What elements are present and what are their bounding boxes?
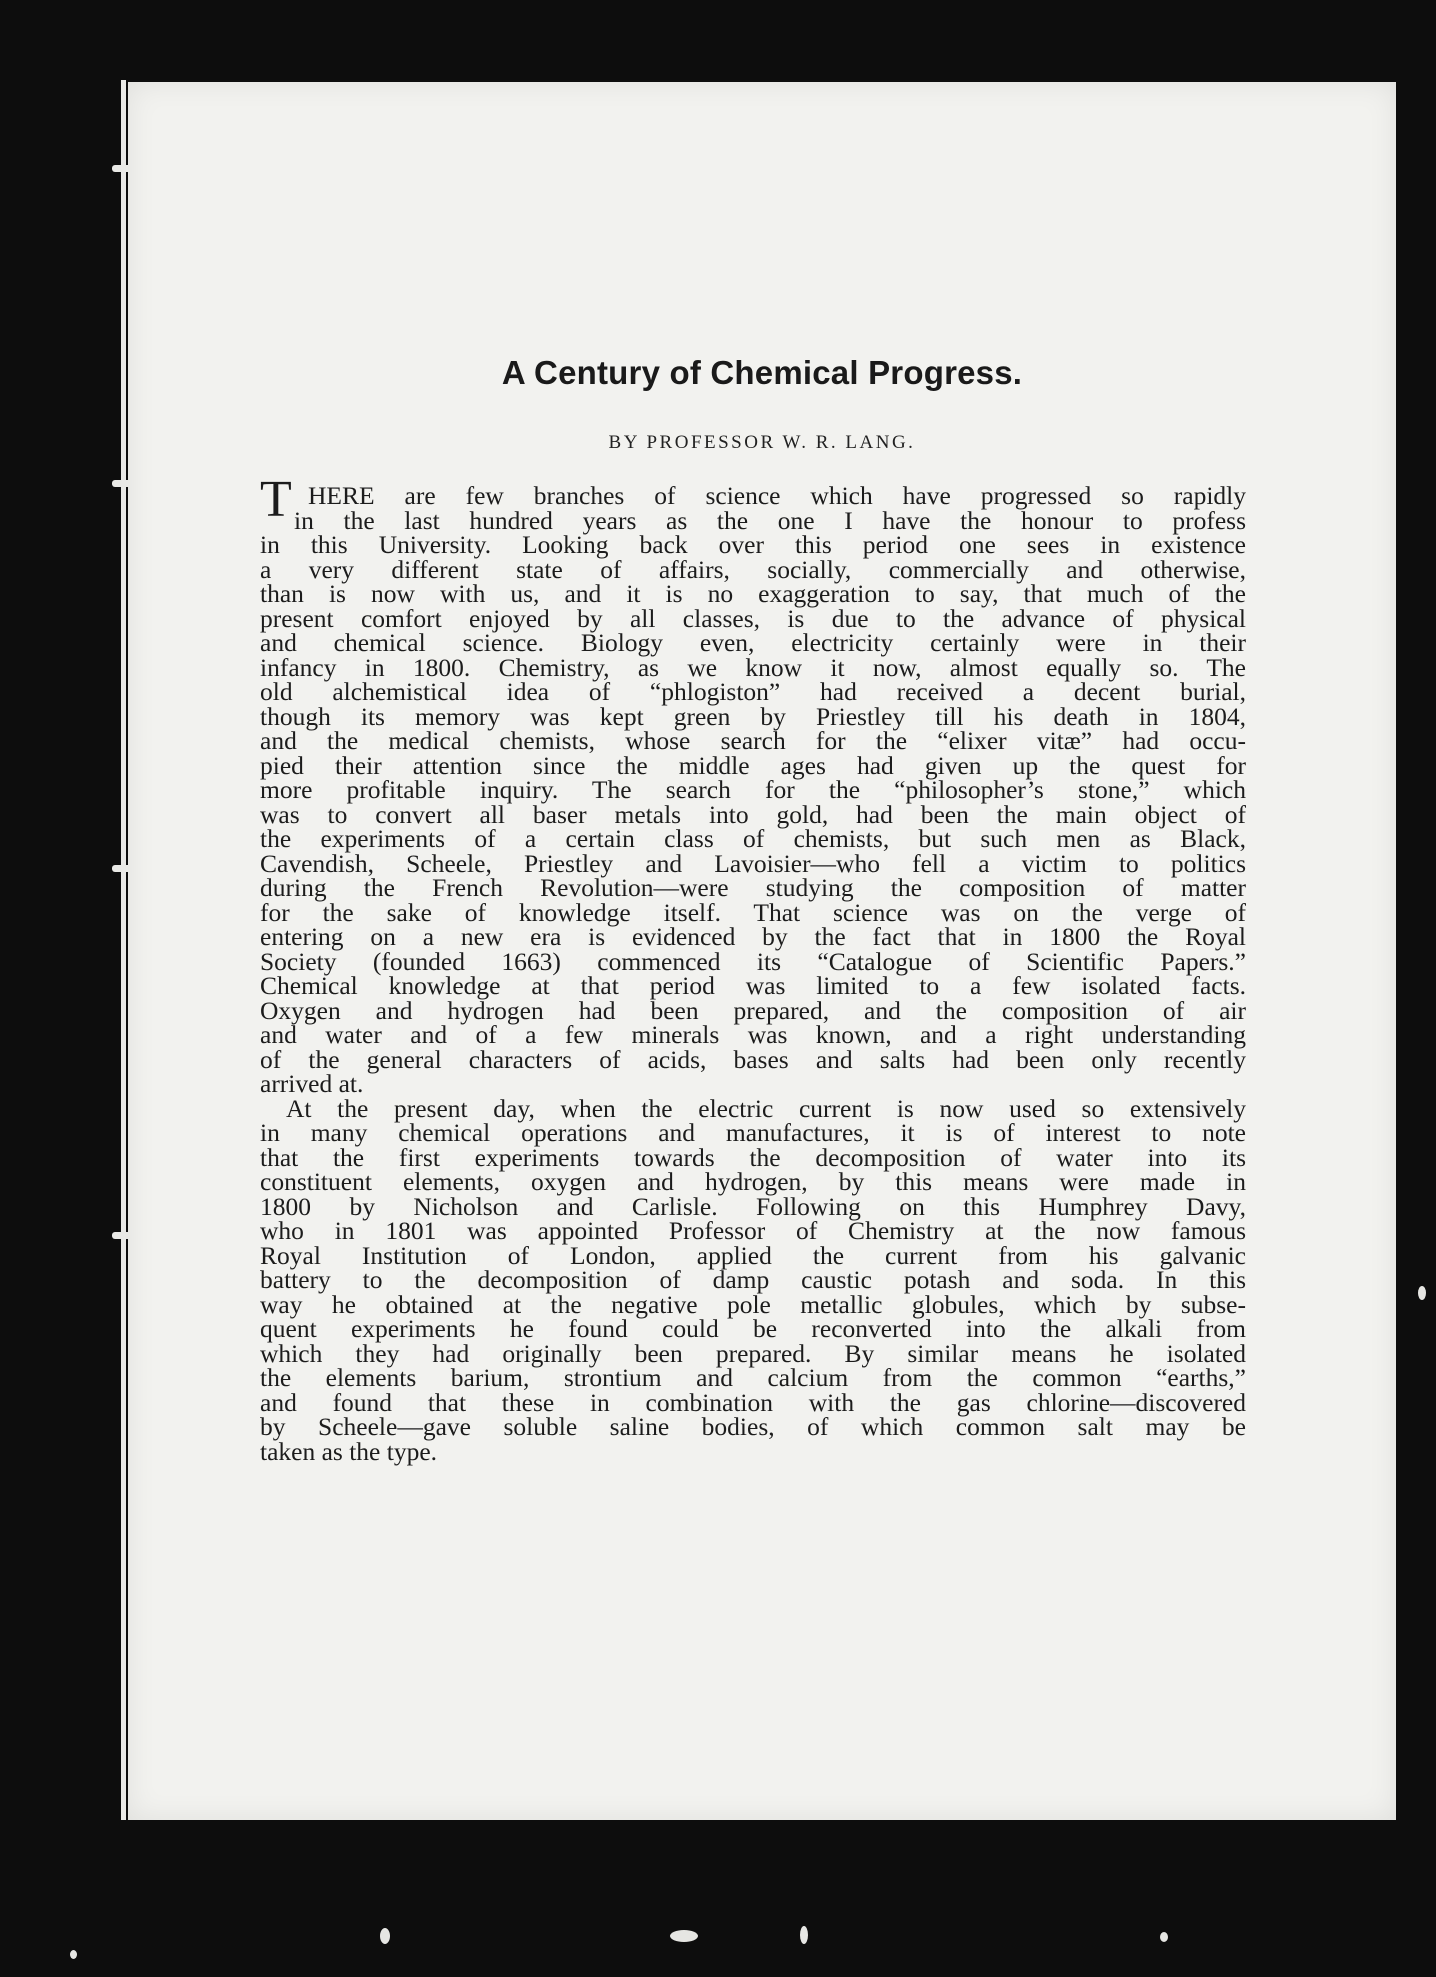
article-byline: BY PROFESSOR W. R. LANG. [608, 432, 916, 453]
article-body [260, 481, 1246, 1466]
article-title: A Century of Chemical Progress. [501, 354, 1023, 391]
text-line: and water and of a few minerals was known, and a right understanding [260, 1020, 1246, 1049]
text-line: and the medical chemists, whose search for the “elixer vitæ” had occu- [260, 726, 1246, 755]
scan-speck [380, 1928, 390, 1944]
text-line: more profitable inquiry. The search for the “philosopher’s stone,” which [260, 775, 1246, 804]
text-line: infancy in 1800. Chemistry, as we know it now, almost equally so. The [260, 652, 1246, 682]
text-line: constituent elements, oxygen and hydrogen, by this means were made in [260, 1167, 1246, 1196]
text-line: Cavendish, Scheele, Priestley and Lavoisier—who fell a victim to politics [260, 848, 1246, 878]
text-line: pied their attention since the middle ages had given up the quest for [260, 750, 1246, 780]
scan-speck [1160, 1932, 1168, 1942]
text-line: 1800 by Nicholson and Carlisle. Following on this Humphrey Davy, [260, 1191, 1246, 1221]
text-line: HERE are few branches of science which have progressed so rapidly [308, 481, 1246, 510]
text-line: though its memory was kept green by Priestley till his death in 1804, [260, 701, 1246, 731]
document-page [128, 82, 1396, 1820]
scan-speck [70, 1950, 77, 1959]
text-line: for the sake of knowledge itself. That science was on the verge of [260, 897, 1246, 927]
text-line: way he obtained at the negative pole metallic globules, which by subse- [260, 1289, 1246, 1319]
text-line: present comfort enjoyed by all classes, is due to the advance of physical [260, 603, 1246, 633]
text-line: and chemical science. Biology even, electricity certainly were in their [260, 628, 1246, 657]
text-line: taken as the type. [260, 1436, 438, 1466]
text-line: in this University. Looking back over this period one sees in existence [260, 530, 1246, 559]
text-line: a very different state of affairs, socially, commercially and otherwise, [260, 554, 1246, 584]
text-line: old alchemistical idea of “phlogiston” had received a decent burial, [260, 677, 1246, 706]
text-line: and found that these in combination with the gas chlorine—discovered [260, 1387, 1246, 1417]
paragraph-2 [260, 1093, 1246, 1466]
text-line: of the general characters of acids, bases and salts had been only recently [260, 1044, 1246, 1074]
text-line: Chemical knowledge at that period was limited to a few isolated facts. [260, 971, 1246, 1000]
text-line: Royal Institution of London, applied the current from his galvanic [260, 1240, 1246, 1270]
text-line: arrived at. [260, 1069, 364, 1098]
text-line: was to convert all baser metals into gold, had been the main object of [260, 799, 1246, 829]
text-line: than is now with us, and it is no exaggeration to say, that much of the [260, 579, 1246, 608]
text-line: At the present day, when the electric current is now used so extensively [286, 1093, 1246, 1123]
text-line: the experiments of a certain class of chemists, but such men as Black, [260, 824, 1246, 853]
scan-speck [800, 1926, 808, 1944]
text-line: in the last hundred years as the one I have the honour to profess [294, 505, 1246, 535]
scan-speck [1418, 1286, 1426, 1300]
text-line: the elements barium, strontium and calcium from the common “earths,” [260, 1363, 1246, 1392]
text-line: in many chemical operations and manufactures, it is of interest to note [260, 1118, 1246, 1147]
text-line: battery to the decomposition of damp caustic potash and soda. In this [260, 1265, 1246, 1294]
text-line: that the first experiments towards the decomposition of water into its [260, 1142, 1246, 1172]
text-line: during the French Revolution—were studying the composition of matter [260, 873, 1246, 902]
paragraph-1 [260, 481, 1246, 1098]
text-line: Oxygen and hydrogen had been prepared, and the composition of air [260, 995, 1246, 1025]
text-line: Society (founded 1663) commenced its “Catalogue of Scientific Papers.” [260, 946, 1246, 976]
text-line: which they had originally been prepared. By similar means he isolated [260, 1338, 1246, 1368]
text-line: quent experiments he found could be reconverted into the alkali from [260, 1314, 1246, 1343]
text-line: by Scheele—gave soluble saline bodies, of which common salt may be [260, 1412, 1246, 1441]
text-line: entering on a new era is evidenced by the fact that in 1800 the Royal [260, 922, 1246, 951]
drop-cap: T [260, 471, 292, 528]
text-line: who in 1801 was appointed Professor of Chemistry at the now famous [260, 1216, 1246, 1245]
scan-speck [670, 1930, 698, 1942]
binding-edge [121, 80, 126, 1820]
